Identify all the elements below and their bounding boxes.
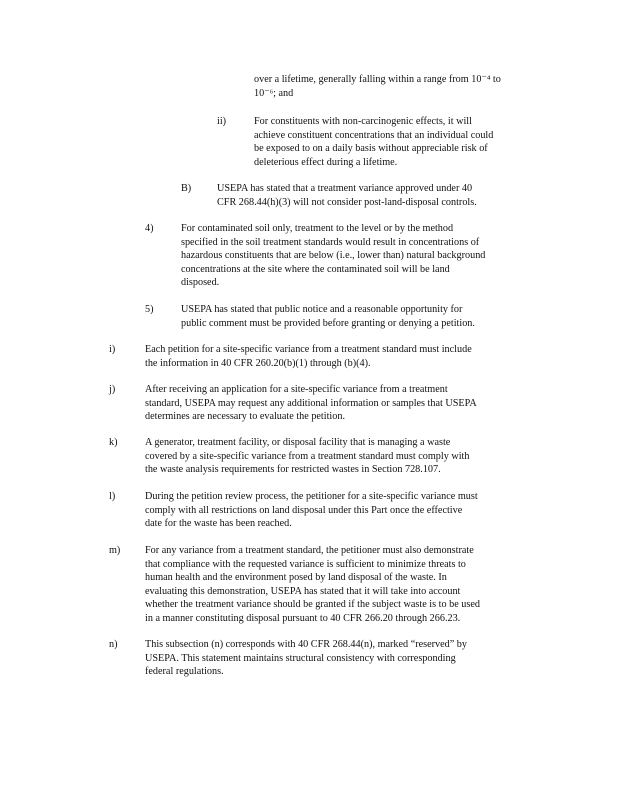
text-line: achieve constituent concentrations that an individual could — [254, 129, 494, 141]
text-line: For any variance from a treatment standard, the petitioner must also demonstrate — [145, 545, 474, 556]
text-line: public comment must be provided before granting or denying a petition. — [181, 317, 475, 329]
text-line: the information in 40 CFR 260.20(b)(1) through (b)(4). — [145, 357, 371, 369]
text-line: whether the treatment variance should be granted if the subject waste is to be used — [145, 599, 480, 611]
text-line: This subsection (n) corresponds with 40 CFR 268.44(n), marked “reserved” by — [145, 639, 467, 650]
paragraph-text — [181, 303, 526, 330]
text-line: USEPA has stated that a treatment variance approved under 40 — [217, 183, 473, 194]
paragraph-text — [145, 544, 537, 626]
list-marker: 4) — [145, 223, 154, 234]
text-line: specified in the soil treatment standards would result in concentrations of — [181, 236, 480, 248]
paragraph-text — [254, 115, 534, 169]
text-line: A generator, treatment facility, or disposal facility that is managing a waste — [145, 437, 451, 448]
paragraph-text — [145, 343, 530, 370]
text-line: in a manner constituting disposal pursuant to 40 CFR 266.20 through 266.23. — [145, 612, 461, 624]
paragraph-text — [145, 436, 535, 477]
paragraph-text — [254, 73, 531, 100]
text-line: over a lifetime, generally falling within a range from 10⁻⁴ to — [254, 74, 501, 85]
list-marker: l) — [109, 491, 116, 502]
text-line: During the petition review process, the petitioner for a site-specific variance must — [145, 491, 478, 502]
list-marker: k) — [109, 437, 118, 448]
text-line: the waste analysis requirements for restricted wastes in Section 728.107. — [145, 464, 441, 476]
paragraph-text — [145, 490, 537, 531]
text-line: concentrations at the site where the contaminated soil will be land — [181, 263, 450, 275]
text-line: After receiving an application for a site-specific variance from a treatment — [145, 384, 448, 395]
text-line: disposed. — [181, 277, 220, 289]
paragraph-text — [145, 638, 525, 679]
text-line: standard, USEPA may request any additional information or samples that USEPA — [145, 397, 477, 409]
text-line: For contaminated soil only, treatment to the level or by the method — [181, 223, 454, 234]
text-line: USEPA. This statement maintains structural consistency with corresponding — [145, 652, 456, 664]
list-marker: m) — [109, 545, 121, 556]
paragraph-text — [217, 182, 517, 209]
text-line: Each petition for a site-specific variance from a treatment standard must include — [145, 344, 472, 355]
list-marker: B) — [181, 183, 192, 194]
text-line: 10⁻⁶; and — [254, 87, 294, 99]
text-line: covered by a site-specific variance from a treatment standard must comply with — [145, 450, 470, 462]
list-marker: ii) — [217, 116, 227, 127]
list-marker: j) — [109, 384, 116, 395]
text-line: date for the waste has been reached. — [145, 518, 292, 530]
paragraph-text — [145, 383, 535, 424]
text-line: federal regulations. — [145, 666, 224, 678]
text-line: CFR 268.44(h)(3) will not consider post-land-disposal controls. — [217, 196, 477, 208]
text-line: be exposed to on a daily basis without appreciable risk of — [254, 143, 488, 155]
text-line: comply with all restrictions on land disposal under this Part once the effective — [145, 504, 463, 516]
text-line: deleterious effect during a lifetime. — [254, 156, 398, 168]
text-line: For constituents with non-carcinogenic effects, it will — [254, 116, 472, 127]
paragraph-text — [181, 222, 533, 290]
list-marker: 5) — [145, 304, 154, 315]
text-line: that compliance with the requested variance is sufficient to minimize threats to — [145, 558, 466, 570]
text-line: determines are necessary to evaluate the petition. — [145, 411, 345, 423]
text-line: USEPA has stated that public notice and a reasonable opportunity for — [181, 304, 463, 315]
text-line: human health and the environment posed by land disposal of the waste. In — [145, 572, 447, 584]
list-marker: i) — [109, 344, 116, 355]
text-line: evaluating this demonstration, USEPA has stated that it will take into account — [145, 585, 461, 597]
list-marker: n) — [109, 639, 118, 650]
text-line: hazardous constituents that are below (i.e., lower than) natural background — [181, 250, 486, 262]
